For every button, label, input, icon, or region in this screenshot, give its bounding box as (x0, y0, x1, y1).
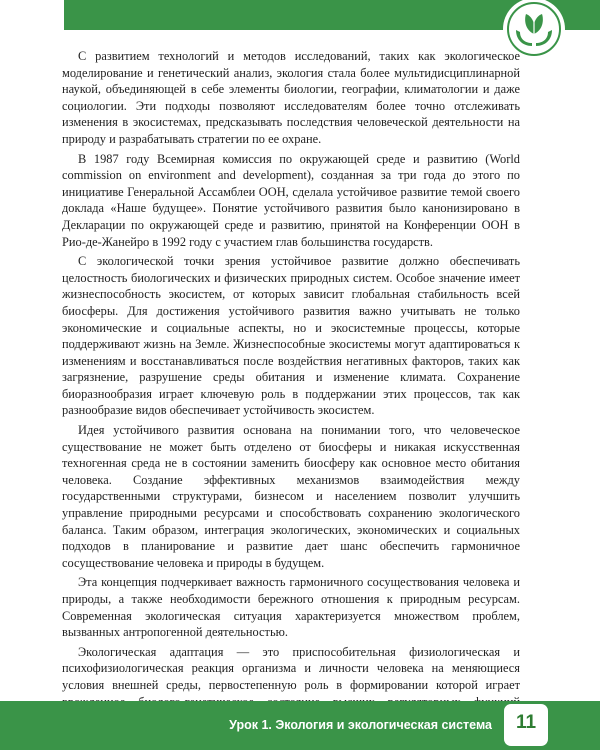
paragraph: Идея устойчивого развития основана на понимании того, что человеческое существование не может быть отделено от биосферы и никакая искусственная техногенная среда не в состоянии заменить биосферу как основное место обитания человека. Создание эффективных механизмов взаимодействия между государственными структурами, бизнесом и населением позволит улучшить управление природными ресурсами и способствовать сохранению экологического баланса. Таким образом, интеграция экологических, экономических и социальных подходов в планирование и развитие дает шанс обеспечить гармоничное сосуществование человека и природы в будущем. (62, 423, 520, 570)
paragraph: С экологической точки зрения устойчивое развитие должно обеспечивать целостность биологических и физических природных систем. Особое значение имеет жизнеспособность экосистем, от которых зависит глобальная стабильность всей биосферы. Для достижения устойчивого развития важно учитывать не только экономические и социальные аспекты, но и экосистемные процессы, которые поддерживают жизнь на Земле. Жизнеспособные экосистемы могут адаптироваться к изменениям и восстанавливаться после воздействия негативных факторов, таких как загрязнение, разрушение среды обитания и изменение климата. Сохранение биоразнообразия играет ключевую роль в поддержании этих процессов, так как разнообразие видов обеспечивает устойчивость экосистем. (62, 254, 520, 418)
article-body (62, 48, 520, 730)
paragraph: С развитием технологий и методов исследований, таких как экологическое моделирование и генетический анализ, экология стала более мультидисциплинарной наукой, объединяющей в себе элементы биологии, географии, климатологии и даже социологии. Эти подходы позволяют исследователям более точно отслеживать изменения в экосистемах, предсказывать последствия человеческой деятельности на природу и разрабатывать стратегии по ее охране. (62, 49, 520, 146)
paragraph: Экологическая адаптация — это приспособительная физиологическая и психофизиологическая реакция организма и личности человека на меняющиеся условия внешней среды, первостепенную роль в формировании которой играет (62, 644, 520, 692)
paragraph: В 1987 году Всемирная комиссия по окружающей среде и развитию (World commission on environment and development), созданная за три года до этого по инициативе Генеральной Ассамблеи ООН, сделала устойчивое развитие темой своего доклада «Наше будущее». Понятие устойчивого развития было канонизировано в Декларации по окружающей среде и развитию, принятой на Конференции ООН в Рио-де-Жанейро в 1992 году с участием глав большинства государств. (62, 151, 520, 249)
lesson-title: Урок 1. Экология и экологическая система (229, 718, 492, 732)
paragraph: Эта концепция подчеркивает важность гармоничного сосуществования человека и природы, а также необходимости бережного отношения к природным ресурсам. Современная экологическая ситуация характеризуется множеством проблем, вызванных антропогенной деятельностью. (62, 575, 520, 640)
page-number: 11 (515, 712, 537, 733)
